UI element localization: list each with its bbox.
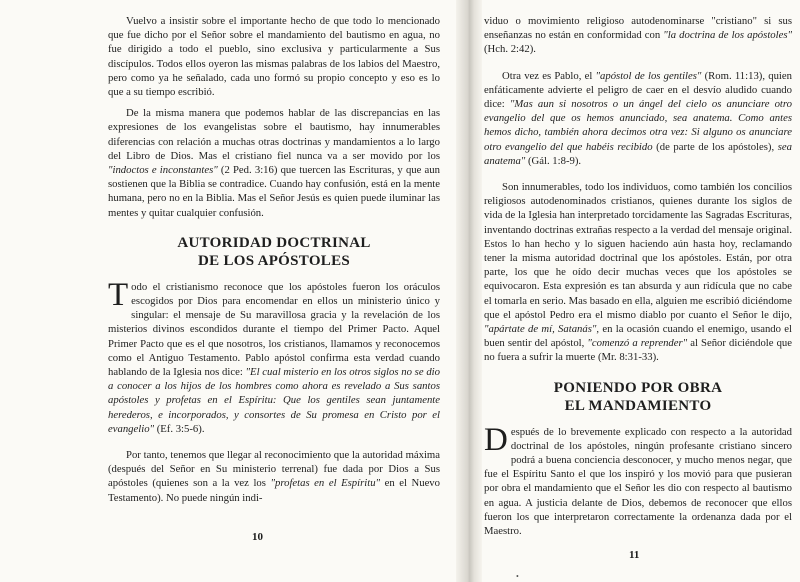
left-paragraph-1: Vuelvo a insistir sobre el importante hecho de que todo lo mencionado que fue dicho por el Señor sobre el mandamiento del bautismo en agua, no fue dirigido a todo el pueblo, sino exclusiva y particularmente a Sus discípulos. Todos ellos oyeron las mismas palabras de los labios del Maestro, pero como ya he señalado, cada uno formó su propio concepto y eso es lo que a su tiempo escribió. (108, 15, 440, 99)
left-paragraph-2: De la misma manera que podemos hablar de las discrepancias en las expresiones de los evangelistas sobre el bautismo, hay innumerables diferencias con relación a muchas otras doctrinas y mandamientos a lo largo del Libro de Dios. Mas el cristiano fiel nunca va a ser movido por los "indoctos e inconstantes" (2 Ped. 3:16) que tuercen las Escrituras, y que aun sostienen que la Biblia se contradice. Cuando hay confusión, está en la mente humana, pero no en la Biblia. Mas el Señor Jesús es quien puede iluminar las mentes y quitar cualquier confusión. (108, 107, 440, 219)
right-page (484, 14, 792, 538)
right-paragraph-4: Después de lo brevemente explicado con respecto a la autoridad doctrinal de los apóstoles, ningún profesante cristiano sincero podrá a buena conciencia desconocer, y mucho menos negar, que fue el Espíritu Santo el que los inspiró y los movió para que pusieran por obra el mandamiento que el Señor les dio con respecto al bautismo en agua. A justicia delante de Dios, debemos de reconocer que ellos fueron los que interpretaron correctamente la ordenanza dada por el Maestro. (484, 421, 792, 538)
drop-cap: T (108, 276, 129, 313)
scan-speck: • (516, 572, 519, 581)
page-number-left: 10 (252, 531, 263, 543)
section-heading-poniendo: PONIENDO POR OBRA EL MANDAMIENTO (553, 379, 723, 414)
page-number-right: 11 (629, 549, 640, 561)
right-paragraph-1: viduo o movimiento religioso autodenominarse "cristiano" si sus enseñanzas no están en conformidad con "la doctrina de los apóstoles" (Hch. 2:42). (484, 15, 792, 56)
left-paragraph-3: Todo el cristianismo reconoce que los apóstoles fueron los oráculos escogidos por Dios para encomendar en ellos un ministerio único y singular: el mensaje de Su maravillosa gracia y la revelación de los misterios divinos escondidos durante el tiempo del Primer Pacto. Aquel Primer Pacto que es el que nosotros, los cristianos, llamamos y reconocemos como el Antiguo Testamento. Pablo apóstol confirma esta verdad cuando hablando de la Iglesia nos dice: "El cual misterio en los otros siglos no se dio a conocer a los hijos de los hombres como ahora es revelado a Sus santos apóstoles y profetas en el Espíritu: Que los gentiles sean juntamente herederos, e incorporados, y consortes de Su promesa en Cristo por el evangelio" (Ef. 3:5-6). (108, 276, 440, 435)
left-paragraph-4: Por tanto, tenemos que llegar al reconocimiento que la autoridad máxima (después del Señor en Su ministerio terrenal) fue dada por Dios a Sus apóstoles (quienes son a la vez los "profetas en el Espíritu" en el Nuevo Testamento). No puede ningún indi- (108, 449, 440, 504)
drop-cap: D (484, 421, 508, 458)
right-paragraph-3: Son innumerables, todo los individuos, como también los concilios religiosos autodenominados cristianos, quienes durante los siglos de vida de la Iglesia han interpretado torcidamente las Sagradas Escrituras, inventando doctrinas extrañas respecto a la verdad del mensaje original. Estos lo han hecho y lo siguen haciendo aún hasta hoy, reclamando tener la misma autoridad doctrinal que los apóstoles. Están, por otra parte, los que he oído decir muchas veces que los apóstoles se equivocaron. Esta expresión es tan absurda y aun ridícula que no cabe el tomarla en serio. Mas basado en ella, alguien me escribió diciéndome que el apóstol Pedro era el mismo diablo por cuanto el Señor le dijo, "apártate de mí, Satanás", en la ocasión cuando el enemigo, usando el buen sentir del apóstol, "comenzó a reprender" al Señor diciéndole que no fuera a sufrir la muerte (Mr. 8:31-33). (484, 181, 793, 364)
section-heading-autoridad: AUTORIDAD DOCTRINAL DE LOS APÓSTOLES (177, 234, 371, 269)
left-page (108, 14, 440, 505)
right-paragraph-2: Otra vez es Pablo, el "apóstol de los gentiles" (Rom. 11:13), quien enfáticamente advierte el peligro de caer en el desvío aludido cuando dice: "Mas aun si nosotros o un ángel del cielo os anunciare otro evangelio del que os hemos anunciado, sea anatema. Como antes hemos dicho, también ahora decimos otra vez: Si alguno os anunciare otro evangelio del que habéis recibido (de parte de los apóstoles), sea anatema" (Gál. 1:8-9). (484, 69, 792, 167)
book-gutter (456, 0, 482, 582)
